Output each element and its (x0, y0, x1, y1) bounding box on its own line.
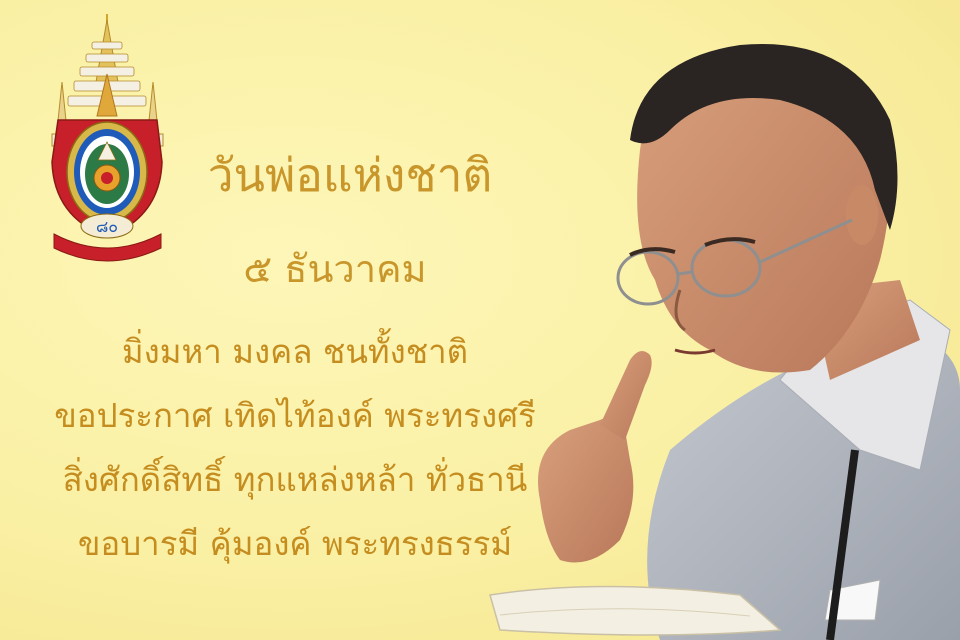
emblem-ribbon (54, 214, 161, 261)
poem-line-4: ขอบารมี คุ้มองค์ พระทรงธรรม์ (77, 524, 513, 563)
poem-line-1: มิ่งมหา มงคล ชนทั้งชาติ (121, 332, 469, 371)
poem-line-3: สิ่งศักดิ์สิทธิ์ ทุกแหล่งหล้า ทั่วธานี (62, 460, 528, 499)
emblem-numeral: ๘๐ (95, 217, 119, 236)
date-subtitle: ๕ ธันวาคม (243, 247, 427, 291)
hand (538, 417, 633, 563)
page-title: วันพ่อแห่งชาติ (207, 148, 493, 202)
poem (50, 320, 540, 576)
index-finger (600, 351, 652, 440)
royal-emblem-icon (40, 12, 175, 262)
portrait-photo (480, 30, 960, 640)
ear (846, 185, 878, 245)
central-spire (68, 14, 146, 116)
poem-line-2: ขอประกาศ เทิดไท้องค์ พระทรงศรี (54, 396, 536, 435)
